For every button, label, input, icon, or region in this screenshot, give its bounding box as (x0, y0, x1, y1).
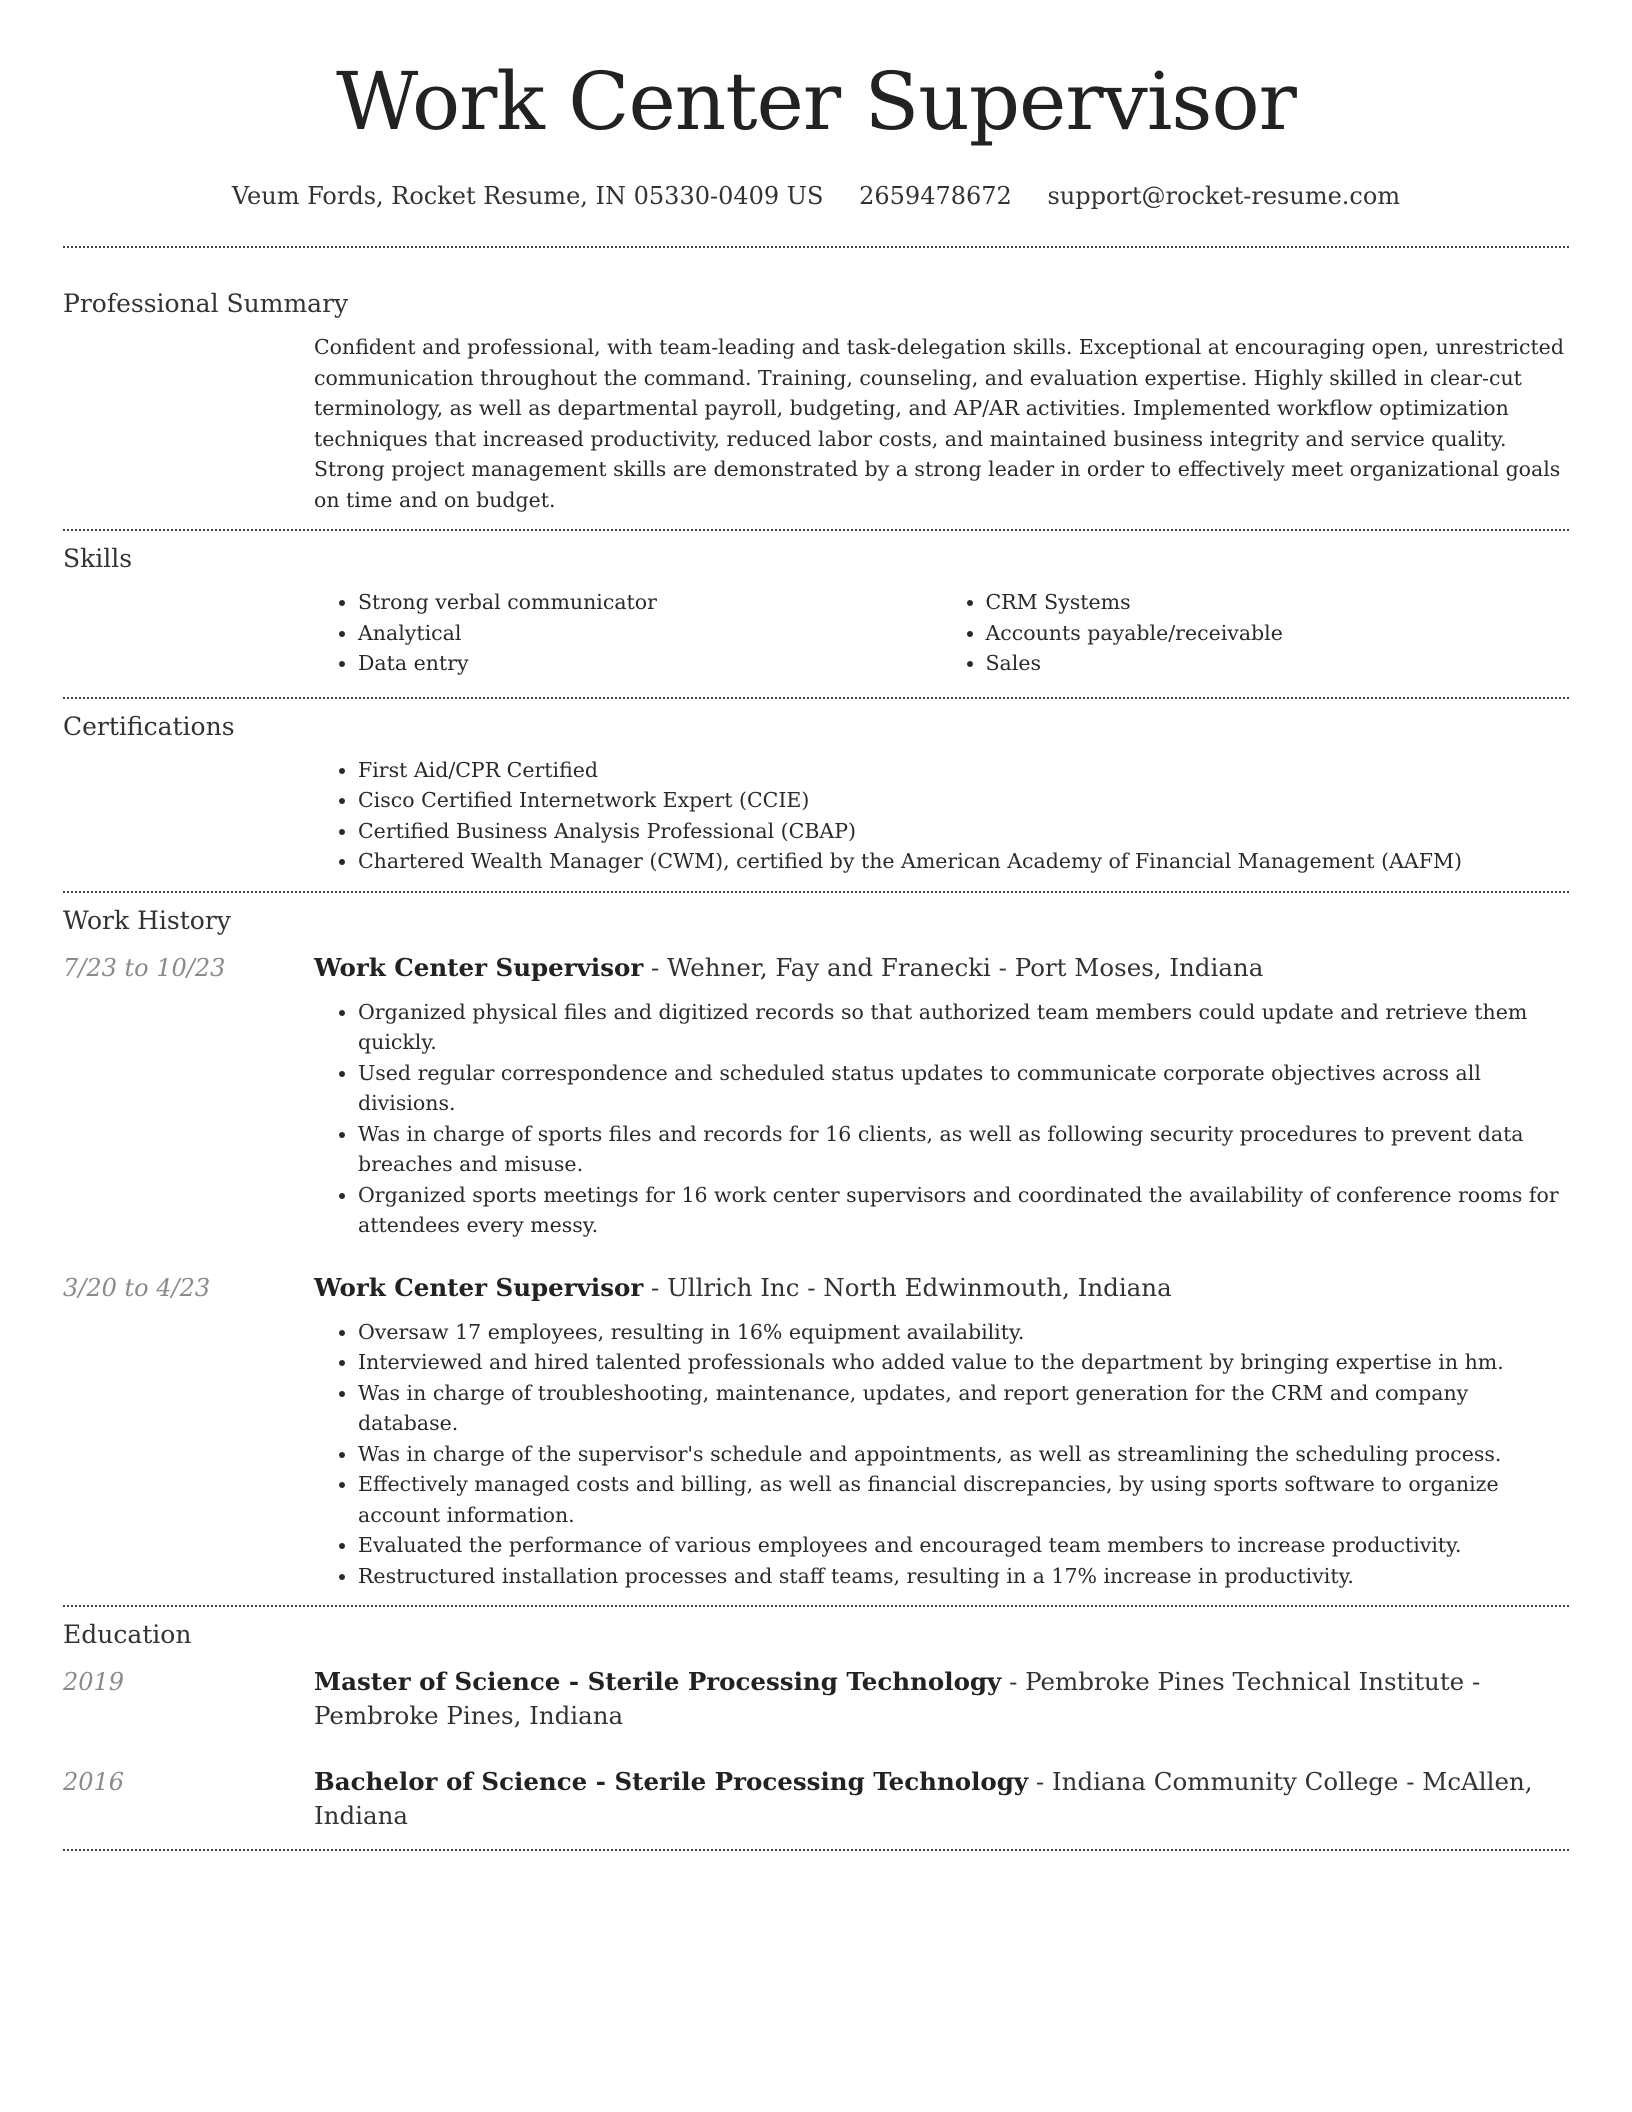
job-position: Work Center Supervisor (314, 1272, 644, 1302)
job-bullet: • Effectively managed costs and billing, as well as financial discrepancies, by using sports software to organize account information. (358, 1469, 1569, 1530)
summary-text: Confident and professional, with team-leading and task-delegation skills. Exceptional at encouraging open, unrestricted communication throughout the command. Training, counseling, and evaluation expertise. Highly skilled in clear-cut terminology, as well as departmental payroll, budgeting, and AP/AR activities. Implemented workflow optimization techniques that increased productivity, reduced labor costs, and maintained business integrity and service quality. Strong project management skills are demonstrated by a strong leader in order to effectively meet organizational goals on time and on budget. (314, 335, 1564, 512)
resume-header (63, 0, 1569, 212)
skills-section (63, 531, 1569, 697)
contact-phone: 2659478672 (859, 182, 1012, 210)
candidate-title: Work Center Supervisor (336, 55, 1296, 148)
skill-item: • CRM Systems (986, 587, 1570, 618)
certification-item: • Certified Business Analysis Professional (CBAP) (358, 816, 1569, 847)
summary-heading: Professional Summary (63, 289, 349, 318)
summary-section (63, 248, 1569, 529)
skill-item: • Analytical (358, 618, 942, 649)
job-bullet: • Was in charge of the supervisor's schedule and appointments, as well as streamlining the scheduling process. (358, 1439, 1569, 1470)
job-heading (314, 951, 1569, 985)
job-entry (63, 1271, 1569, 1592)
certifications-section (63, 699, 1569, 891)
certification-item: • First Aid/CPR Certified (358, 755, 1569, 786)
job-dates: 7/23 to 10/23 (63, 953, 226, 982)
skill-item: • Accounts payable/receivable (986, 618, 1570, 649)
contact-email: support@rocket-resume.com (1047, 182, 1401, 210)
skills-list-left (314, 587, 942, 679)
job-bullet: • Organized sports meetings for 16 work center supervisors and coordinated the availability of conference rooms for attendees every messy. (358, 1180, 1569, 1241)
contact-line (63, 180, 1569, 212)
section-divider (63, 1849, 1569, 1851)
skills-grid (314, 587, 1569, 679)
job-bullets (314, 997, 1569, 1241)
job-bullet: • Was in charge of troubleshooting, maintenance, updates, and report generation for the CRM and company database. (358, 1378, 1569, 1439)
education-year: 2016 (63, 1768, 125, 1796)
skill-item: • Sales (986, 648, 1570, 679)
job-bullet: • Oversaw 17 employees, resulting in 16% equipment availability. (358, 1317, 1569, 1348)
job-bullet: • Evaluated the performance of various employees and encouraged team members to increase productivity. (358, 1530, 1569, 1561)
contact-address: Veum Fords, Rocket Resume, IN 05330-0409 US (231, 182, 824, 210)
skill-item: • Strong verbal communicator (358, 587, 942, 618)
job-bullets (314, 1317, 1569, 1592)
job-heading (314, 1271, 1569, 1305)
education-details (314, 1665, 1569, 1733)
education-heading: Education (63, 1620, 192, 1649)
job-bullet: • Used regular correspondence and scheduled status updates to communicate corporate objectives across all divisions. (358, 1058, 1569, 1119)
certifications-heading: Certifications (63, 711, 235, 741)
education-year: 2019 (63, 1668, 125, 1696)
job-position: Work Center Supervisor (314, 952, 644, 982)
job-employer-location: - Ullrich Inc - North Edwinmouth, Indiana (643, 1272, 1172, 1302)
summary-body (314, 332, 1569, 515)
job-bullet: • Was in charge of sports files and records for 16 clients, as well as following security procedures to prevent data breaches and misuse. (358, 1119, 1569, 1180)
job-details (314, 951, 1569, 1241)
education-details (314, 1765, 1569, 1833)
skill-item: • Data entry (358, 648, 942, 679)
job-dates: 3/20 to 4/23 (63, 1273, 211, 1302)
education-entry (63, 1665, 1569, 1733)
certification-item: • Cisco Certified Internetwork Expert (CCIE) (358, 785, 1569, 816)
education-school-location: - Pembroke Pines Technical Institute - Pembroke Pines, Indiana (314, 1667, 1481, 1730)
education-degree: Master of Science - Sterile Processing Technology (314, 1667, 1002, 1696)
certification-item: • Chartered Wealth Manager (CWM), certified by the American Academy of Financial Management (AAFM) (358, 846, 1569, 877)
job-details (314, 1271, 1569, 1592)
skills-heading: Skills (63, 544, 133, 573)
certifications-body (314, 755, 1569, 877)
education-school-location: - Indiana Community College - McAllen, Indiana (314, 1767, 1533, 1830)
job-bullet: • Interviewed and hired talented professionals who added value to the department by bringing expertise in hm. (358, 1347, 1569, 1378)
certifications-list (314, 755, 1569, 877)
skills-list-right (942, 587, 1570, 679)
education-degree: Bachelor of Science - Sterile Processing Technology (314, 1767, 1029, 1796)
education-heading-line (314, 1765, 1569, 1833)
job-bullet: • Restructured installation processes and staff teams, resulting in a 17% increase in productivity. (358, 1561, 1569, 1592)
work-history-section (63, 893, 1569, 1606)
job-bullet: • Organized physical files and digitized records so that authorized team members could update and retrieve them quickly. (358, 997, 1569, 1058)
job-entry (63, 951, 1569, 1241)
education-entry (63, 1765, 1569, 1833)
work-history-heading: Work History (63, 905, 231, 935)
education-section (63, 1607, 1569, 1849)
education-heading-line (314, 1665, 1569, 1733)
job-employer-location: - Wehner, Fay and Franecki - Port Moses, Indiana (643, 952, 1264, 982)
